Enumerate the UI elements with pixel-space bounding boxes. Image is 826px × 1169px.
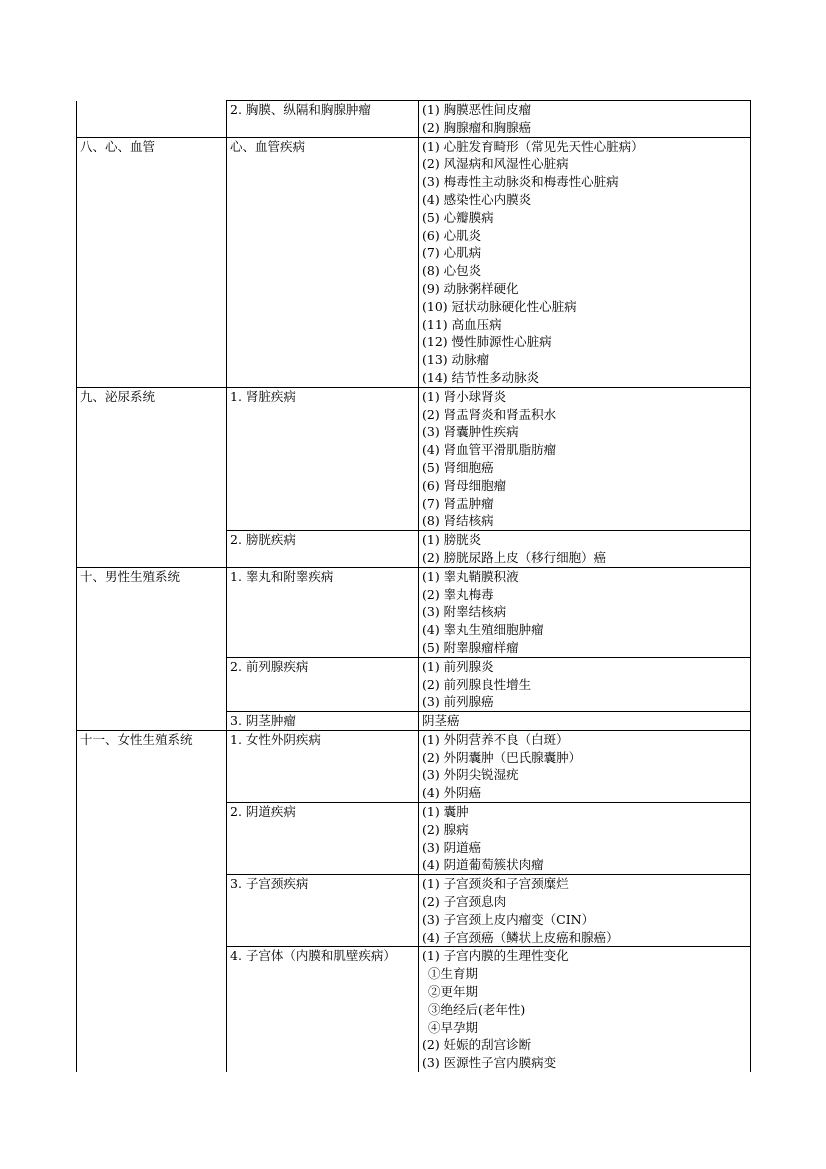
items-cell: [419, 947, 751, 1072]
category-cell: 心、血管疾病: [227, 137, 419, 387]
list-item: (6) 心肌炎: [422, 227, 482, 243]
list-item: (1) 心脏发育畸形（常见先天性心脏病）: [422, 138, 644, 154]
list-item: (2) 妊娠的刮宫诊断: [422, 1037, 532, 1053]
list-item: (3) 附睾结核病: [422, 604, 507, 620]
items-cell: [419, 730, 751, 802]
list-item: (12) 慢性肺源性心脏病: [422, 334, 552, 350]
system-cell: [77, 875, 227, 947]
list-item: ②更年期: [428, 984, 479, 1000]
list-item: (4) 阴道葡萄簇状肉瘤: [422, 857, 544, 873]
list-item: (8) 肾结核病: [422, 513, 494, 529]
list-item: (2) 膀胱尿路上皮（移行细胞）癌: [422, 549, 607, 565]
list-item: (14) 结节性多动脉炎: [422, 369, 540, 385]
list-item: (5) 附睾腺瘤样瘤: [422, 639, 519, 655]
items-cell: [419, 567, 751, 657]
list-item: (3) 前列腺癌: [422, 694, 494, 710]
list-item: (4) 外阴癌: [422, 785, 482, 801]
items-cell: [419, 101, 751, 138]
items-cell: [419, 803, 751, 875]
syllabus-table-body: [77, 101, 751, 1073]
table-row: [77, 730, 751, 802]
list-item: (10) 冠状动脉硬化性心脏病: [422, 298, 577, 314]
table-row: [77, 137, 751, 387]
list-item: (2) 前列腺良性增生: [422, 676, 532, 692]
list-item: (2) 子宫颈息肉: [422, 894, 507, 910]
items-cell: [419, 712, 751, 731]
list-item: (3) 医源性子宫内膜病变: [422, 1055, 557, 1071]
list-item: ①生育期: [428, 966, 479, 982]
list-item: (2) 外阴囊肿（巴氏腺囊肿）: [422, 749, 582, 765]
list-item: (2) 胸腺瘤和胸腺癌: [422, 119, 532, 135]
table-row: [77, 387, 751, 530]
category-cell: 2. 前列腺疾病: [227, 657, 419, 711]
list-item: (1) 子宫颈炎和子宫颈糜烂: [422, 876, 569, 892]
table-row: [77, 101, 751, 138]
list-item: (7) 心肌病: [422, 245, 482, 261]
category-cell: 3. 阴茎肿瘤: [227, 712, 419, 731]
list-item: (1) 子宫内膜的生理性变化: [422, 948, 569, 964]
category-cell: 3. 子宫颈疾病: [227, 875, 419, 947]
list-item: (3) 肾囊肿性疾病: [422, 424, 519, 440]
list-item: (9) 动脉粥样硬化: [422, 280, 519, 296]
category-cell: 2. 膀胱疾病: [227, 531, 419, 568]
list-item: (7) 肾盂肿瘤: [422, 495, 494, 511]
items-cell: [419, 657, 751, 711]
list-item: (5) 肾细胞癌: [422, 459, 494, 475]
list-item: (8) 心包炎: [422, 263, 482, 279]
table-row: [77, 712, 751, 731]
category-cell: 1. 睾丸和附睾疾病: [227, 567, 419, 657]
list-item: (1) 前列腺炎: [422, 658, 494, 674]
system-cell: 八、心、血管: [77, 137, 227, 387]
system-cell: [77, 531, 227, 568]
system-cell: [77, 803, 227, 875]
category-cell: 4. 子宫体（内膜和肌壁疾病）: [227, 947, 419, 1072]
list-item: (1) 膀胱炎: [422, 532, 482, 548]
list-item: (1) 睾丸鞘膜积液: [422, 568, 519, 584]
list-item: (3) 外阴尖锐湿疣: [422, 767, 519, 783]
table-row: [77, 531, 751, 568]
system-cell: [77, 657, 227, 711]
list-item: (1) 胸膜恶性间皮瘤: [422, 102, 532, 117]
list-item: (4) 肾血管平滑肌脂肪瘤: [422, 442, 557, 458]
system-cell: 十一、女性生殖系统: [77, 730, 227, 802]
items-cell: [419, 875, 751, 947]
system-cell: [77, 712, 227, 731]
list-item: ④早孕期: [428, 1019, 479, 1035]
list-item: (1) 外阴营养不良（白斑）: [422, 731, 569, 747]
table-row: [77, 657, 751, 711]
category-cell: 2. 阴道疾病: [227, 803, 419, 875]
list-item: (5) 心瓣膜病: [422, 209, 494, 225]
list-item: (2) 睾丸梅毒: [422, 586, 494, 602]
list-item: (13) 动脉瘤: [422, 352, 490, 368]
syllabus-table: [76, 100, 751, 1072]
items-cell: [419, 387, 751, 530]
system-cell: [77, 947, 227, 1072]
list-item: (4) 感染性心内膜炎: [422, 191, 532, 207]
list-item: (1) 肾小球肾炎: [422, 388, 507, 404]
items-cell: [419, 531, 751, 568]
list-item: (6) 肾母细胞瘤: [422, 477, 507, 493]
table-row: [77, 803, 751, 875]
system-cell: [77, 101, 227, 138]
table-row: [77, 947, 751, 1072]
list-item: (11) 高血压病: [422, 316, 502, 332]
list-item: ③绝经后(老年性): [428, 1001, 526, 1017]
list-item: (3) 子宫颈上皮内瘤变（CIN）: [422, 911, 595, 927]
list-item: (1) 囊肿: [422, 804, 469, 820]
list-item: (3) 梅毒性主动脉炎和梅毒性心脏病: [422, 174, 619, 190]
table-row: [77, 875, 751, 947]
table-row: [77, 567, 751, 657]
category-cell: 2. 胸膜、纵隔和胸腺肿瘤: [227, 101, 419, 138]
list-item: (4) 睾丸生殖细胞肿瘤: [422, 622, 544, 638]
list-item: (3) 阴道癌: [422, 839, 482, 855]
list-item: (4) 子宫颈癌（鳞状上皮癌和腺癌）: [422, 929, 619, 945]
system-cell: 九、泌尿系统: [77, 387, 227, 530]
items-cell: [419, 137, 751, 387]
category-cell: 1. 女性外阴疾病: [227, 730, 419, 802]
list-item: 阴茎癌: [422, 713, 460, 729]
list-item: (2) 肾盂肾炎和肾盂积水: [422, 406, 557, 422]
category-cell: 1. 肾脏疾病: [227, 387, 419, 530]
system-cell: 十、男性生殖系统: [77, 567, 227, 657]
list-item: (2) 风湿病和风湿性心脏病: [422, 156, 569, 172]
list-item: (2) 腺病: [422, 821, 469, 837]
